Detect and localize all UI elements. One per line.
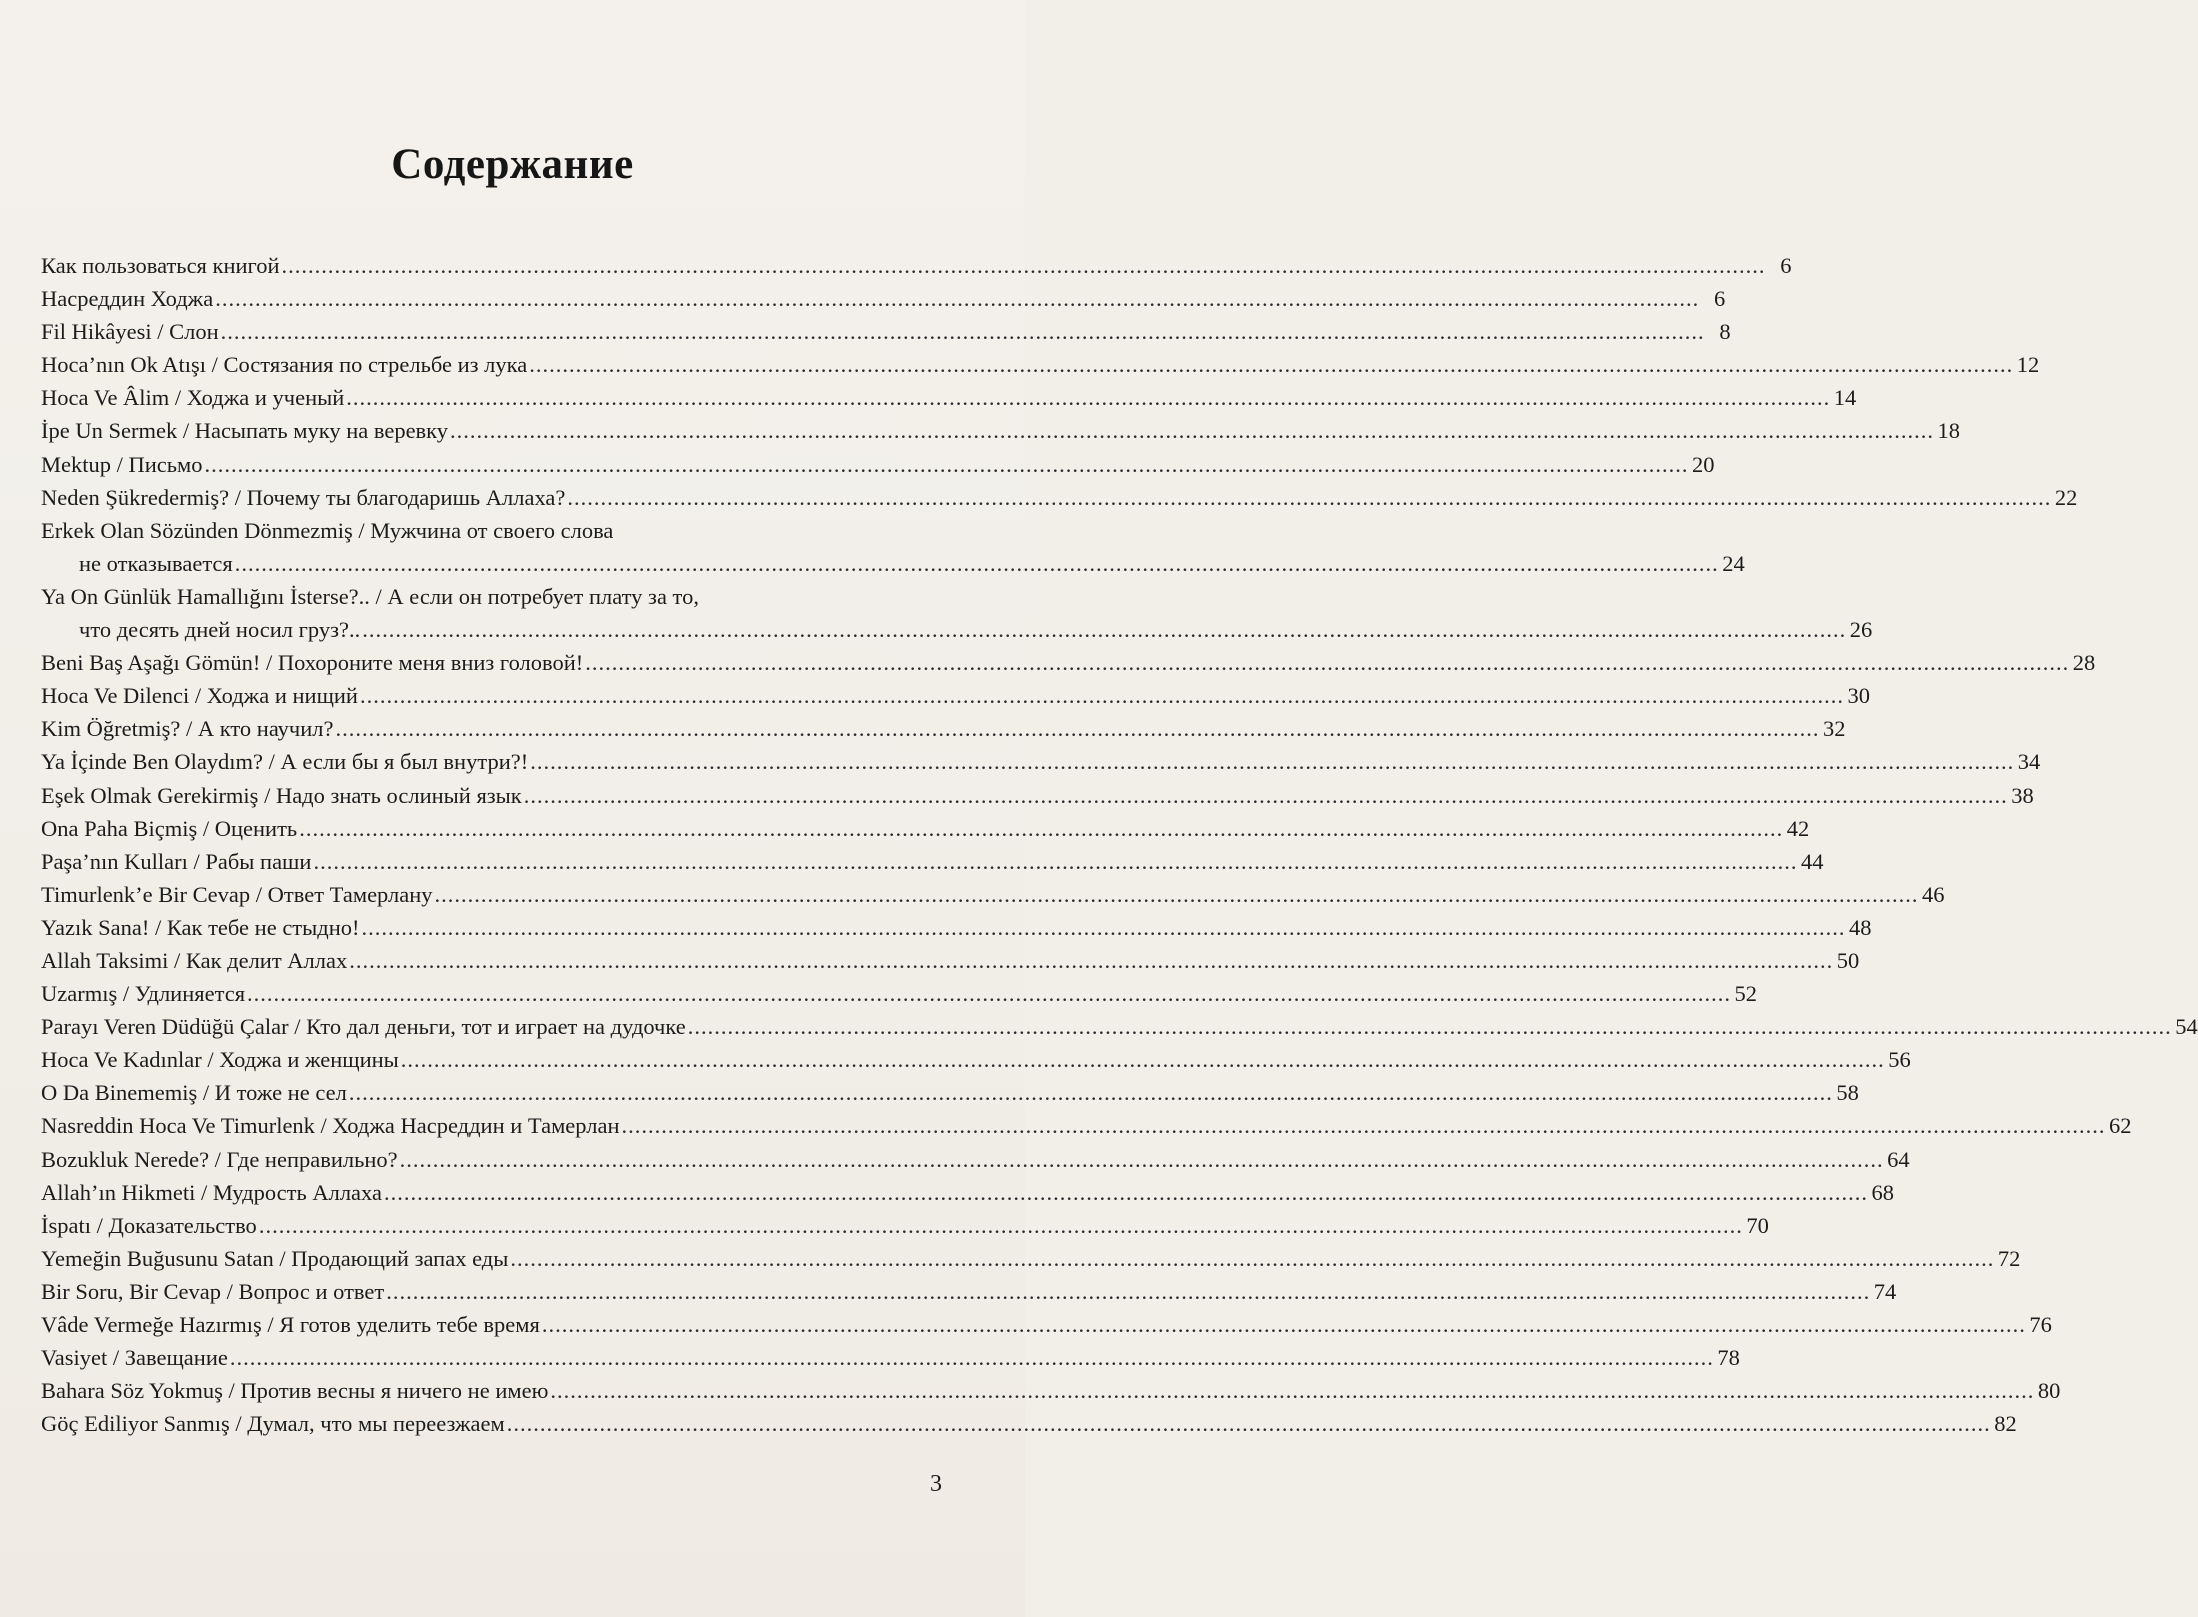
- toc-entry-title: Timurlenk’e Bir Cevap / Ответ Тамерлану: [41, 881, 433, 907]
- toc-entry-title: Hoca Ve Kadınlar / Ходжа и женщины: [41, 1047, 399, 1073]
- toc-entry: [41, 944, 1860, 977]
- dot-leader: [507, 1407, 1991, 1440]
- toc-entry-page: 26: [1849, 617, 1873, 643]
- toc-entry-page: 80: [2037, 1378, 2061, 1404]
- toc-entry: [41, 1242, 2021, 1275]
- toc-entry-page: 42: [1786, 815, 1810, 841]
- toc-entry: [41, 613, 1873, 646]
- dot-leader: [688, 1010, 2172, 1043]
- dot-leader: [567, 481, 2051, 514]
- toc-entry-title: Bahara Söz Yokmuş / Против весны я ничего не имею: [41, 1378, 549, 1404]
- toc-entry-page: 8: [1719, 319, 1731, 345]
- toc-entry: [41, 679, 1870, 712]
- toc-entry: [41, 911, 1872, 944]
- toc-entry: [41, 1076, 1859, 1109]
- toc-entry: [41, 381, 1857, 414]
- toc-entry-title: Kim Öğretmiş? / А кто научил?: [41, 716, 334, 742]
- toc-entry: [41, 812, 1810, 845]
- toc-entry-page: 62: [2109, 1113, 2132, 1139]
- toc-entry: [41, 580, 946, 613]
- dot-leader: [510, 1242, 1994, 1275]
- toc-entry-page: 28: [2072, 650, 2096, 676]
- toc-entry-title: Nasreddin Hoca Ve Timurlenk / Ходжа Насреддин и Тамерлан: [41, 1113, 620, 1139]
- toc-entry-title: что десять дней носил груз?..: [79, 617, 361, 643]
- dot-leader: [524, 779, 2008, 812]
- toc-entry: [41, 249, 1792, 282]
- toc-entry-page: 78: [1717, 1345, 1740, 1371]
- toc-entry-page: 48: [1848, 914, 1872, 940]
- toc-entry-page: 58: [1836, 1080, 1859, 1106]
- toc-entry-page: 56: [1888, 1047, 1911, 1073]
- toc-entry-title: Beni Baş Aşağı Gömün! / Похороните меня вниз головой!: [41, 650, 584, 676]
- toc-entry-page: 54: [2175, 1014, 2198, 1040]
- toc-entry-page: 38: [2011, 782, 2034, 808]
- page-number: 3: [930, 1471, 942, 1497]
- dot-leader: [299, 812, 1783, 845]
- toc-entry-page: 20: [1692, 451, 1715, 477]
- toc-entry-title: Erkek Olan Sözünden Dönmezmiş / Мужчина от своего слова: [41, 517, 614, 543]
- toc-entry: [41, 1275, 1897, 1308]
- dot-leader: [335, 712, 1819, 745]
- toc-entry-title: Bir Soru, Bir Cevap / Вопрос и ответ: [41, 1278, 385, 1304]
- toc-entry-page: 12: [2016, 352, 2040, 378]
- toc-entry-title: Ona Paha Biçmiş / Оценить: [41, 815, 298, 841]
- dot-leader: [542, 1308, 2026, 1341]
- toc-entry-title: Allah’ın Hikmeti / Мудрость Аллаха: [41, 1179, 382, 1205]
- toc-entry-title: Parayı Veren Düdüğü Çalar / Кто дал деньги, тот и играет на дудочке: [41, 1014, 686, 1040]
- toc-entry-title: Hoca Ve Dilenci / Ходжа и нищий: [41, 683, 358, 709]
- dot-leader: [529, 348, 2013, 381]
- toc-entry-title: Как пользоваться книгой: [41, 253, 280, 278]
- toc-entry-title: Allah Taksimi / Как делит Аллах: [41, 947, 348, 973]
- toc-entry-page: 72: [1997, 1245, 2021, 1271]
- dot-leader: [384, 1176, 1868, 1209]
- dot-leader: [247, 977, 1731, 1010]
- toc-entry: [41, 547, 1745, 580]
- toc-entry-title: Hoca Ve Âlim / Ходжа и ученый: [41, 385, 345, 411]
- toc-entry-page: 76: [2029, 1312, 2052, 1337]
- dot-leader: [361, 911, 1845, 944]
- dot-leader: [215, 282, 1699, 315]
- toc-entry: [41, 282, 1726, 315]
- toc-entry-title: Göç Ediliyor Sanmış / Думал, что мы переезжаем: [41, 1411, 505, 1437]
- toc-entry-page: 82: [1994, 1411, 2017, 1437]
- toc-entry-title: Vasiyet / Завещание: [41, 1345, 228, 1371]
- dot-leader: [282, 249, 1766, 282]
- toc-entry-title: İpe Un Sermek / Насыпать муку на веревку: [41, 418, 449, 444]
- toc-entry-title: Yazık Sana! / Как тебе не стыдно!: [41, 914, 360, 940]
- toc-entry-page: 74: [1873, 1278, 1897, 1304]
- dot-leader: [360, 679, 1844, 712]
- toc-entry: [41, 1043, 1911, 1076]
- toc-entry-title: Mektup / Письмо: [41, 451, 203, 477]
- toc-entry: [41, 878, 1945, 911]
- toc-entry: [41, 1374, 2061, 1407]
- toc-entry: [41, 1209, 1769, 1242]
- toc-entry: [41, 414, 1961, 447]
- toc-entry-title: Vâde Vermeğe Hazırmış / Я готов уделить тебе время: [41, 1312, 540, 1337]
- dot-leader: [622, 1109, 2106, 1142]
- toc-entry: [41, 745, 2041, 778]
- dot-leader: [259, 1209, 1743, 1242]
- dot-leader: [362, 613, 1846, 646]
- toc-entry-page: 24: [1722, 550, 1745, 576]
- toc-entry: [41, 845, 1824, 878]
- toc-entry-page: 52: [1734, 981, 1758, 1007]
- toc-entry: [41, 712, 1846, 745]
- toc-entry: [41, 1407, 2017, 1440]
- toc-entry: [41, 779, 2034, 812]
- toc-entry-page: 30: [1847, 683, 1870, 709]
- toc-entry-page: 44: [1800, 848, 1824, 874]
- toc-entry-title: не отказывается: [79, 550, 233, 576]
- toc-entry: [41, 1143, 1910, 1176]
- toc-entry-page: 50: [1836, 947, 1860, 973]
- dot-leader: [235, 547, 1719, 580]
- toc-entry-title: Bozukluk Nerede? / Где неправильно?: [41, 1146, 398, 1172]
- toc-entry: [41, 514, 946, 547]
- dot-leader: [435, 878, 1919, 911]
- toc-entry: [41, 448, 1715, 481]
- dot-leader: [205, 448, 1689, 481]
- toc-entry-title: Hoca’nın Ok Atışı / Состязания по стрельбе из лука: [41, 352, 528, 378]
- dot-leader: [530, 745, 2014, 778]
- toc-entry: [41, 315, 1731, 348]
- dot-leader: [585, 646, 2069, 679]
- toc-entry-page: 70: [1746, 1212, 1769, 1238]
- toc-entry-title: O Da Binememiş / И тоже не сел: [41, 1080, 347, 1106]
- toc-entry-page: 6: [1780, 253, 1792, 278]
- dot-leader: [349, 1076, 1833, 1109]
- toc-entry-title: Fil Hikâyesi / Слон: [41, 319, 219, 345]
- page-title: Содержание: [391, 141, 634, 188]
- toc-entry-page: 32: [1822, 716, 1846, 742]
- toc-entry: [41, 646, 2096, 679]
- dot-leader: [230, 1341, 1714, 1374]
- toc-entry-page: 34: [2017, 749, 2041, 775]
- toc-entry-title: İspatı / Доказательство: [41, 1212, 257, 1238]
- toc-entry-title: Uzarmış / Удлиняется: [41, 981, 246, 1007]
- toc-entry-title: Paşa’nın Kulları / Рабы паши: [41, 848, 312, 874]
- dot-leader: [346, 381, 1830, 414]
- toc-entry-title: Ya On Günlük Hamallığını İsterse?.. / А если он потребует плату за то,: [41, 583, 699, 609]
- dot-leader: [313, 845, 1797, 878]
- toc-entry-page: 14: [1833, 385, 1857, 411]
- toc-entry-title: Eşek Olmak Gerekirmiş / Надо знать ослиный язык: [41, 782, 522, 808]
- toc-entry: [41, 1109, 2132, 1142]
- dot-leader: [450, 414, 1934, 447]
- table-of-contents: [41, 249, 2198, 1440]
- dot-leader: [386, 1275, 1870, 1308]
- toc-entry: [41, 481, 2078, 514]
- toc-entry: [41, 1308, 2052, 1341]
- toc-entry-title: Yemeğin Buğusunu Satan / Продающий запах еды: [41, 1245, 509, 1271]
- toc-entry-title: Neden Şükredermiş? / Почему ты благодаришь Аллаха?: [41, 484, 566, 510]
- toc-entry: [41, 977, 1758, 1010]
- toc-entry-page: 46: [1922, 881, 1945, 907]
- toc-entry-title: Ya İçinde Ben Olaydım? / А если бы я был внутри?!: [41, 749, 529, 775]
- dot-leader: [401, 1043, 1885, 1076]
- dot-leader: [550, 1374, 2034, 1407]
- toc-entry-page: 64: [1887, 1146, 1910, 1172]
- toc-entry: [41, 1341, 1740, 1374]
- toc-entry: [41, 348, 2040, 381]
- dot-leader: [349, 944, 1833, 977]
- toc-entry: [41, 1176, 1894, 1209]
- toc-entry-page: 22: [2054, 484, 2078, 510]
- toc-entry-page: 18: [1937, 418, 1961, 444]
- toc-entry: [41, 1010, 2198, 1043]
- toc-entry-page: 6: [1713, 286, 1726, 312]
- dot-leader: [221, 315, 1705, 348]
- toc-entry-title: Насреддин Ходжа: [41, 286, 214, 312]
- dot-leader: [400, 1143, 1884, 1176]
- toc-entry-page: 68: [1871, 1179, 1894, 1205]
